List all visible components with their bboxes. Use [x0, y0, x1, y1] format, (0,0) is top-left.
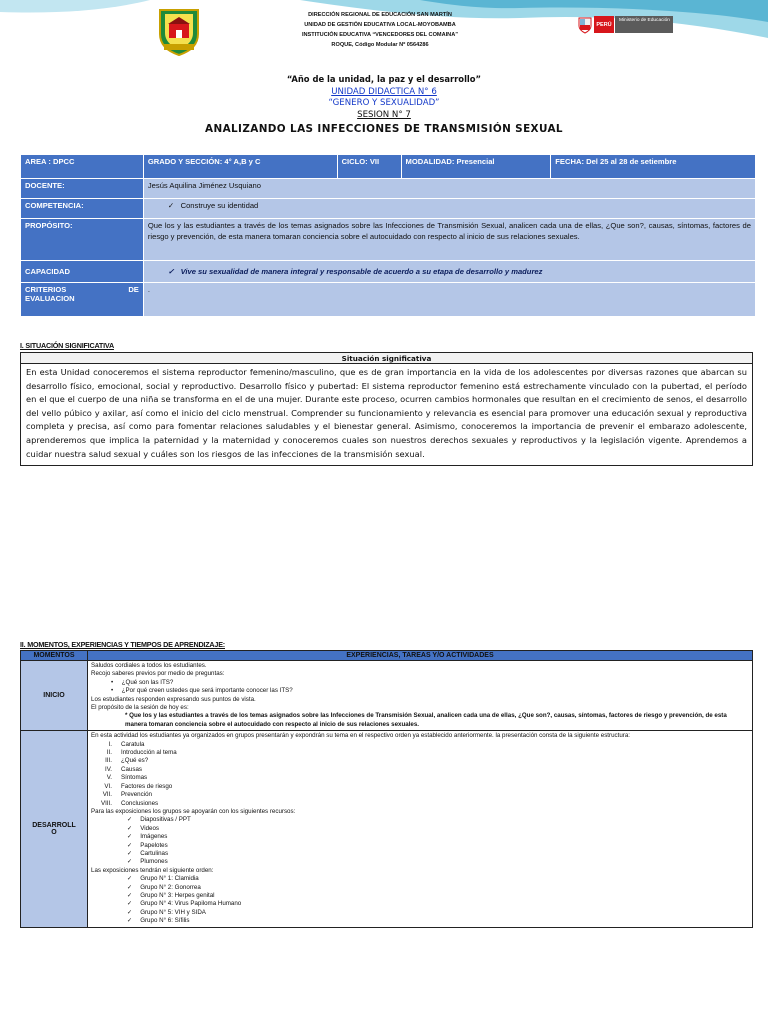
criteria-label-word: CRITERIOS [25, 285, 67, 294]
session-info-table [20, 154, 756, 317]
resource-item-text: Papelotes [140, 841, 168, 849]
structure-number: V. [106, 774, 112, 782]
structure-item [91, 757, 749, 765]
institution-line-2: UNIDAD DE GESTIÓN EDUCATIVA LOCAL-MOYOBAMBA [304, 22, 456, 28]
group-item [91, 875, 749, 883]
area-cell: AREA : DPCC [21, 155, 144, 179]
resource-item [91, 816, 749, 824]
structure-item [91, 791, 749, 799]
desarrollo-label-line: DESARROLL [32, 821, 76, 829]
capacity-label: CAPACIDAD [21, 261, 144, 283]
session-number: SESION N° 7 [357, 110, 411, 120]
resource-item-text: Videos [140, 824, 159, 832]
inicio-question: • ¿Qué son las ITS? [111, 678, 174, 686]
check-icon: ✓ [127, 875, 133, 883]
peru-label: PERÚ [594, 16, 614, 33]
unit-title: UNIDAD DIDACTICA N° 6 [331, 87, 437, 97]
structure-item [91, 783, 749, 791]
structure-text: Causas [121, 765, 142, 773]
inicio-line: Saludos cordiales a todos los estudiantes. [91, 662, 207, 669]
inicio-question: • ¿Por qué creen ustedes que será importante conocer las ITS? [111, 687, 293, 695]
institution-lines [250, 10, 510, 50]
purpose-label: PROPÓSITO: [21, 219, 144, 261]
desarrollo-label [21, 731, 88, 927]
structure-number: VIII. [100, 799, 112, 807]
inicio-line: Los estudiantes responden expresando sus puntos de vista. [91, 695, 256, 703]
peru-shield-icon [578, 16, 592, 34]
session-title: ANALIZANDO LAS INFECCIONES DE TRANSMISIÓN SEXUAL [205, 123, 563, 135]
situation-text: En esta Unidad conoceremos el sistema reproductor femenino/masculino, que es de gran importancia en la vida de los adolescentes por diversas razones que abarcan su desarrollo físico, emocional, social y reproductivo. Desarrollo físico y pubertad: El sistema reproductor femenino está estrechamente vinculado con la pubertad, el período en el que el cuerpo de una niña se transforma en el de una mujer. Durante este proceso, ocurren cambios hormonales que resultan en el crecimiento de senos, el desarrollo del vello púbico y axilar, así como el inicio del ciclo menstrual. Comprender su funcionamiento y relevancia es esencial para promover una educación sexual y reproductiva completa y precisa, así como para fomentar relaciones saludables y el bienestar general. Asimismo, conoceremos la importancia de prevenir el embarazo adolescente, aprenderemos que implica la paternidad y la maternidad y conoceremos cuales son nuestros derechos sexuales y reproductivos y la legislación vigente. Aprendemos a cuidar nuestra salud sexual y cuáles son los riesgos de las infecciones de la transmisión sexual. [26, 367, 747, 459]
group-item-text: Grupo N° 4: Virus Papiloma Humano [140, 900, 242, 908]
inicio-label: INICIO [21, 661, 88, 731]
unit-subtitle: “GENERO Y SEXUALIDAD” [328, 98, 440, 108]
check-icon: ✓ [127, 849, 133, 857]
structure-item [91, 766, 749, 774]
check-icon: ✓ [127, 908, 133, 916]
check-icon: ✓ [127, 917, 133, 925]
moments-col-header: MOMENTOS [21, 651, 88, 661]
groups-list [91, 875, 749, 925]
resource-item-text: Cartulinas [140, 849, 169, 857]
structure-text: Caratula [121, 740, 145, 748]
cycle-cell: CICLO: VII [337, 155, 401, 179]
order-intro: Las exposiciones tendrán el siguiente orden: [91, 866, 214, 874]
structure-text: Síntomas [121, 774, 148, 782]
check-icon: ✓ [127, 883, 133, 891]
structure-item [91, 741, 749, 749]
teacher-label: DOCENTE: [21, 179, 144, 199]
structure-number: I. [108, 740, 112, 748]
structure-number: VI. [104, 782, 112, 790]
teacher-value: Jesús Aquilina Jiménez Usquiano [143, 179, 755, 199]
group-item-text: Grupo N° 6: Sífilis [140, 917, 190, 925]
group-item-text: Grupo N° 3: Herpes genital [140, 891, 215, 899]
institution-line-1: DIRECCIÓN REGIONAL DE EDUCACIÓN SAN MARTÍN [308, 12, 452, 18]
competence-value [143, 199, 755, 219]
situation-box [20, 352, 753, 466]
date-cell: FECHA: Del 25 al 28 de setiembre [551, 155, 756, 179]
resources-intro: Para las exposiciones los grupos se apoyarán con los siguientes recursos: [91, 807, 296, 815]
structure-number: II. [106, 749, 112, 757]
group-item [91, 900, 749, 908]
section-heading-situation: I. SITUACIÓN SIGNIFICATIVA [20, 341, 114, 350]
criteria-value: . [143, 283, 755, 317]
question-text: ¿Qué son las ITS? [121, 678, 174, 686]
document-titles [0, 72, 768, 137]
structure-item [91, 749, 749, 757]
group-item [91, 884, 749, 892]
check-icon: ✓ [167, 201, 175, 210]
structure-text: Prevención [121, 791, 152, 799]
group-item-text: Grupo N° 5: VIH y SIDA [140, 908, 206, 916]
capacity-value [143, 261, 755, 283]
check-icon: ✓ [127, 900, 133, 908]
check-icon: ✓ [127, 858, 133, 866]
structure-text: Factores de riesgo [121, 782, 173, 790]
desarrollo-label-line: O [51, 828, 57, 836]
moments-table [20, 650, 753, 928]
group-item [91, 909, 749, 917]
check-icon: ✓ [127, 833, 133, 841]
institution-line-3: INSTITUCIÓN EDUCATIVA “VENCEDORES DEL COMAINA” [301, 32, 459, 38]
structure-list [91, 741, 749, 808]
structure-item [91, 800, 749, 808]
inicio-content [88, 661, 753, 731]
criteria-label [21, 283, 144, 317]
desarrollo-content [88, 731, 753, 927]
resource-item [91, 825, 749, 833]
criteria-label-de: DE [128, 285, 139, 294]
group-item [91, 892, 749, 900]
structure-text: Conclusiones [121, 799, 159, 807]
inicio-purpose: * Que los y las estudiantes a través de los temas asignados sobre las Infecciones de Transmisión Sexual, analicen cada una de ellas, ¿Que son?, causas, síntomas, factores de riesgo y prevención, de esta manera tomaran conciencia sobre el autocuidado con respecto al inicio de sus relaciones sexuales. [125, 712, 727, 728]
group-item [91, 917, 749, 925]
group-item-text: Grupo N° 2: Gonorrea [140, 883, 201, 891]
structure-text: Introducción al tema [121, 749, 177, 757]
resource-item [91, 850, 749, 858]
check-icon: ✓ [127, 816, 133, 824]
group-item-text: Grupo N° 1: Clamidia [140, 875, 199, 883]
school-crest-logo [154, 4, 204, 56]
modality-cell: MODALIDAD: Presencial [401, 155, 551, 179]
resource-item [91, 842, 749, 850]
structure-item [91, 774, 749, 782]
competence-label: COMPETENCIA: [21, 199, 144, 219]
criteria-label-word-2: EVALUACION [25, 294, 75, 303]
resource-item [91, 833, 749, 841]
activities-col-header: EXPERIENCIAS, TAREAS Y/O ACTIVIDADES [88, 651, 753, 661]
check-icon: ✓ [127, 891, 133, 899]
resource-item-text: Imágenes [140, 833, 168, 841]
check-icon: ✓ [127, 824, 133, 832]
inicio-line: El propósito de la sesión de hoy es: [91, 704, 189, 712]
resource-item [91, 858, 749, 866]
structure-number: IV. [105, 765, 112, 773]
check-icon: ✓ [167, 267, 175, 276]
structure-text: ¿Qué es? [121, 757, 149, 765]
ministry-logo [578, 14, 674, 36]
purpose-value: Que los y las estudiantes a través de los temas asignados sobre las Infecciones de Transmisión Sexual, analicen cada una de ellas, ¿Que son?, causas, síntomas, factores de riesgo y prevención, de esta manera tomaran conciencia sobre el autocuidado con respecto al inicio de sus relaciones sexuales. [143, 219, 755, 261]
competence-text: Construye su identidad [180, 201, 259, 210]
ministry-label: Ministerio de Educación [615, 16, 673, 33]
desarrollo-intro: En esta actividad los estudiantes ya organizados en grupos presentarán y expondrán su tema en el respectivo orden ya establecido anteriormente. la presentación consta de la siguiente estructura: [91, 732, 630, 740]
question-text: ¿Por qué creen ustedes que será importante conocer las ITS? [121, 687, 293, 695]
grade-cell: GRADO Y SECCIÓN: 4° A,B y C [143, 155, 337, 179]
institution-line-4: ROQUE, Código Modular Nº 0564286 [331, 42, 429, 48]
resources-list [91, 816, 749, 866]
structure-number: III. [105, 757, 112, 765]
year-motto: “Año de la unidad, la paz y el desarrollo” [286, 74, 482, 84]
capacity-text: Vive su sexualidad de manera integral y responsable de acuerdo a su etapa de desarrollo y madurez [180, 267, 543, 276]
resource-item-text: Plumones [140, 858, 168, 866]
check-icon: ✓ [127, 841, 133, 849]
structure-number: VII. [102, 791, 112, 799]
section-heading-moments: II. MOMENTOS, EXPERIENCIAS Y TIEMPOS DE APRENDIZAJE: [20, 640, 225, 649]
inicio-line: Recojo saberes previos por medio de preguntas: [91, 670, 225, 678]
situation-title: Situación significativa [21, 353, 752, 364]
resource-item-text: Diapositivas / PPT [140, 816, 191, 824]
